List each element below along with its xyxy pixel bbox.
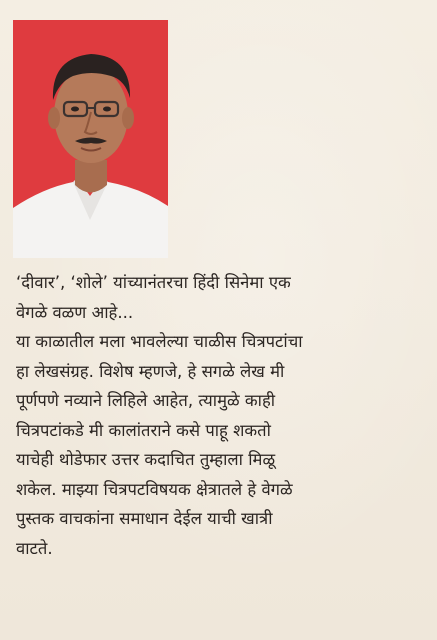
body-line-6: शकेल. माझ्या चित्रपटविषयक क्षेत्रातले हे वेगळे [16,479,293,499]
blurb-text [16,268,431,563]
body-line-1: या काळातील मला भावलेल्या चाळीस चित्रपटांचा [16,332,303,351]
body-line-8: वाटते. [16,538,53,558]
body-line-4: चित्रपटांकडे मी कालांतराने कसे पाहू शकतो [16,420,271,440]
author-photo [13,20,168,258]
body-line-7: पुस्तक वाचकांना समाधान देईल याची खात्री [16,509,273,528]
intro-line-2: वेगळे वळण आहे... [16,302,134,322]
body-line-5: याचेही थोडेफार उत्तर कदाचित तुम्हाला मिळू [16,450,276,469]
intro-line-1: ‘दीवार’, ‘शोले’ यांच्यानंतरचा हिंदी सिनेमा एक [16,273,291,292]
author-portrait-illustration [13,20,168,258]
body-line-2: हा लेखसंग्रह. विशेष म्हणजे, हे सगळे लेख मी [16,361,285,381]
body-line-3: पूर्णपणे नव्याने लिहिले आहेत, त्यामुळे काही [16,391,276,410]
